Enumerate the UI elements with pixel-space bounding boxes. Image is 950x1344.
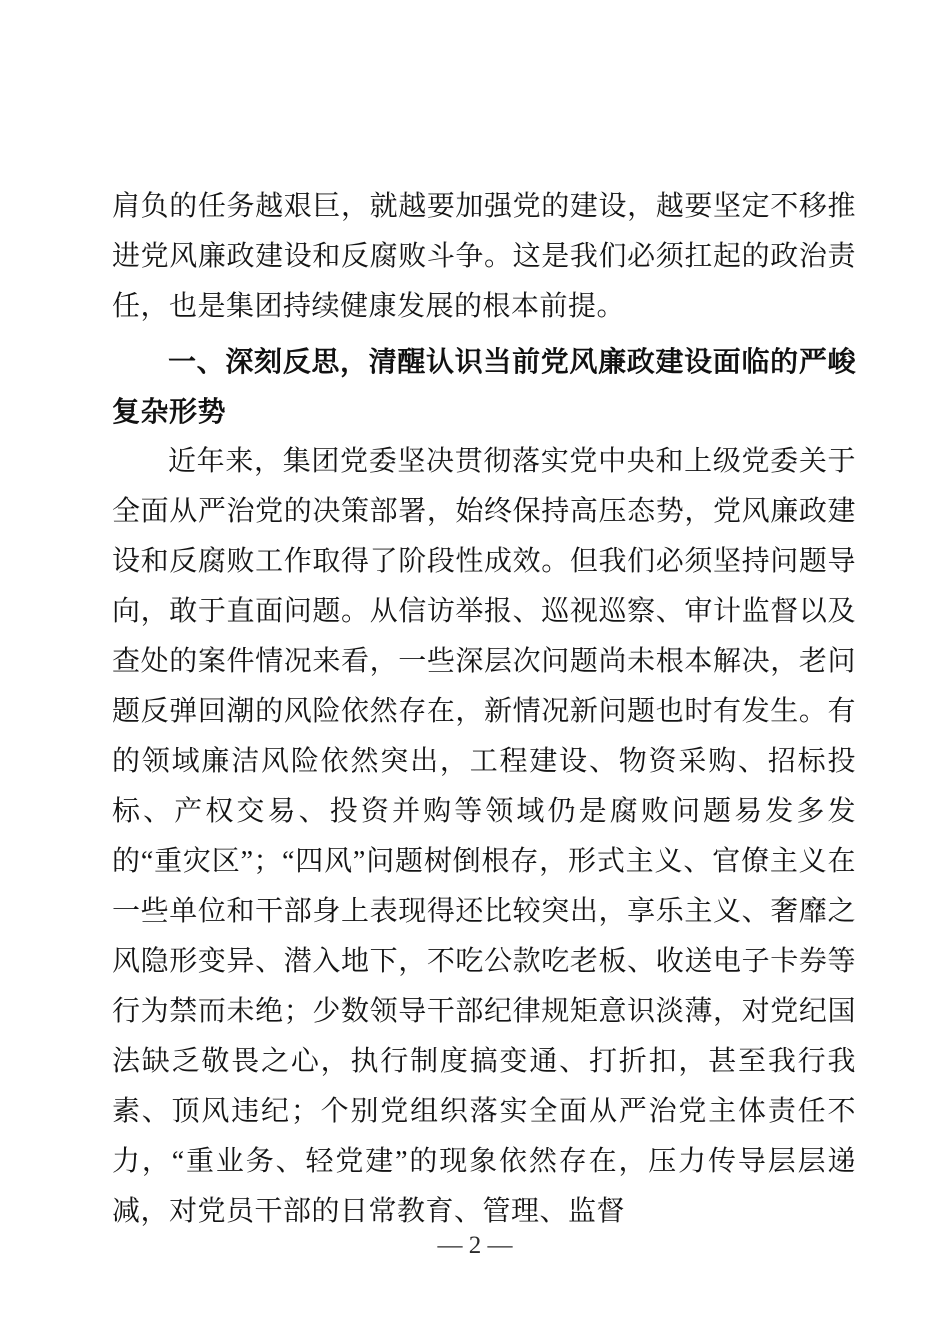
paragraph-body: 近年来，集团党委坚决贯彻落实党中央和上级党委关于全面从严治党的决策部署，始终保持高压态势，党风廉政建设和反腐败工作取得了阶段性成效。但我们必须坚持问题导向，敢于直面问题。从信访举报、巡视巡察、审计监督以及查处的案件情况来看，一些深层次问题尚未根本解决，老问题反弹回潮的风险依然存在，新情况新问题也时有发生。有的领域廉洁风险依然突出，工程建设、物资采购、招标投标、产权交易、投资并购等领域仍是腐败问题易发多发的“重灾区”；“四风”问题树倒根存，形式主义、官僚主义在一些单位和干部身上表现得还比较突出，享乐主义、奢靡之风隐形变异、潜入地下，不吃公款吃老板、收送电子卡券等行为禁而未绝；少数领导干部纪律规矩意识淡薄，对党纪国法缺乏敬畏之心，执行制度搞变通、打折扣，甚至我行我素、顶风违纪；个别党组织落实全面从严治党主体责任不力，“重业务、轻党建”的现象依然存在，压力传导层层递减，对党员干部的日常教育、管理、监督 bbox=[112, 446, 856, 1227]
paragraph-continuation: 肩负的任务越艰巨，就越要加强党的建设，越要坚定不移推进党风廉政建设和反腐败斗争。这是我们必须扛起的政治责任，也是集团持续健康发展的根本前提。 bbox=[112, 191, 856, 322]
section-heading-1: 一、深刻反思，清醒认识当前党风廉政建设面临的严峻复杂形势 bbox=[112, 346, 856, 427]
document-body bbox=[112, 182, 856, 1237]
page-number: — 2 — bbox=[437, 1232, 513, 1259]
